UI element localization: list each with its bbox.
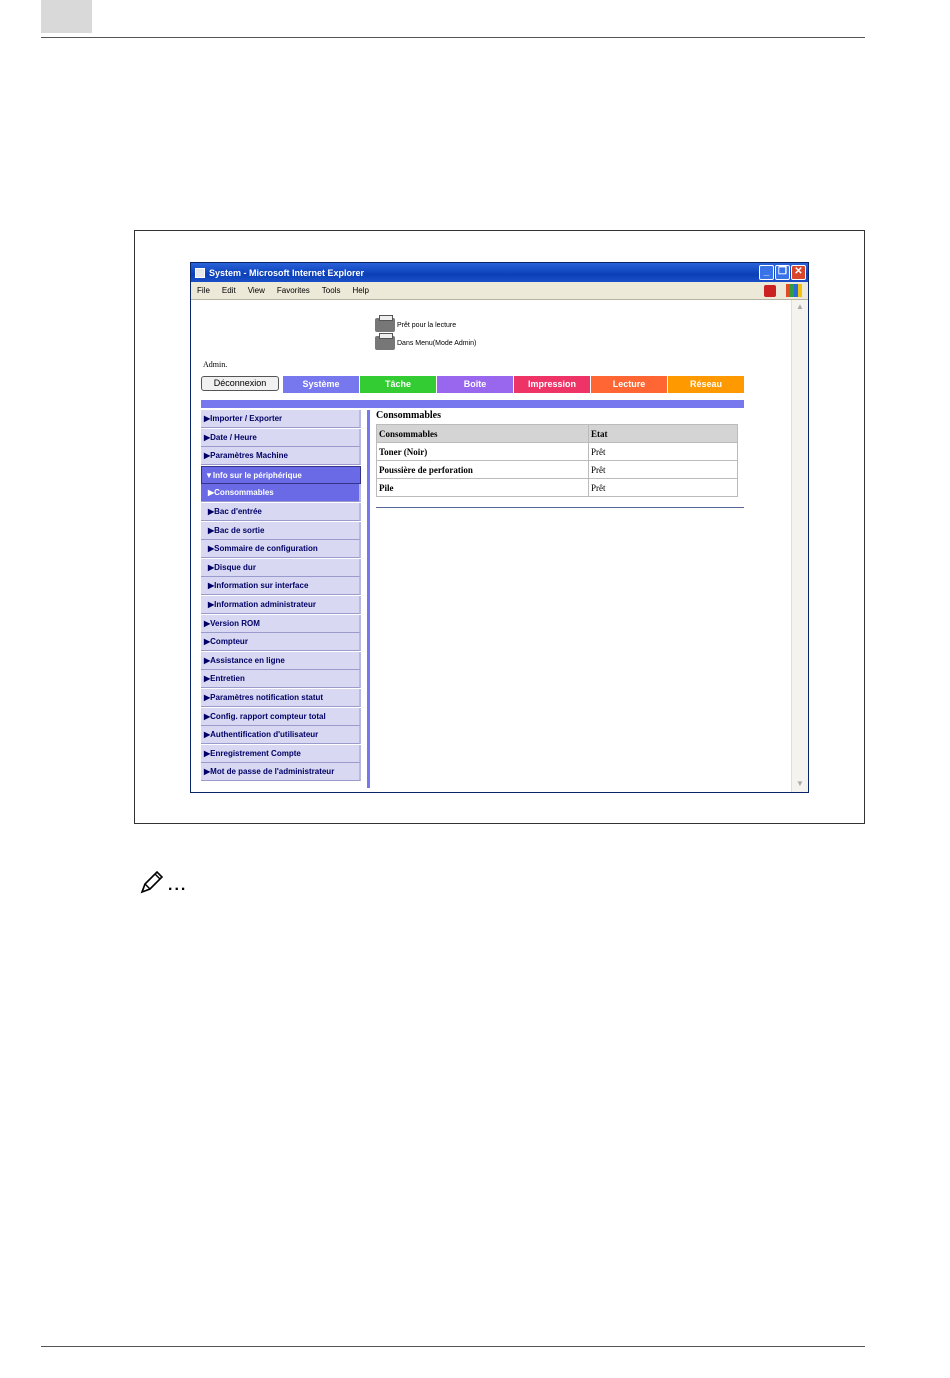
consumable-state: Prêt	[589, 479, 738, 497]
table-row	[377, 443, 738, 461]
minimize-button[interactable]: _	[759, 265, 774, 280]
status-ready: Prêt pour la lecture	[397, 321, 457, 329]
note-ellipsis: ...	[168, 877, 188, 894]
printer-icon	[375, 318, 395, 332]
sidebar-item-device-info[interactable]: ▼Info sur le périphérique	[201, 466, 361, 484]
sidebar-item-admin-info[interactable]: ▶Information administrateur	[201, 596, 361, 614]
tab-systeme[interactable]: Système	[283, 376, 359, 393]
tab-impression[interactable]: Impression	[514, 376, 590, 393]
consumable-state: Prêt	[589, 461, 738, 479]
tab-tache[interactable]: Tâche	[360, 376, 436, 393]
browser-window	[190, 262, 809, 793]
sidebar-item-machine-settings[interactable]: ▶Paramètres Machine	[201, 447, 361, 465]
ie-document-icon	[195, 268, 205, 278]
sidebar-item-total-counter-report[interactable]: ▶Config. rapport compteur total	[201, 708, 361, 726]
sidebar-item-maintenance[interactable]: ▶Entretien	[201, 670, 361, 688]
menu-edit[interactable]: Edit	[221, 286, 236, 295]
sidebar-item-status-notification[interactable]: ▶Paramètres notification statut	[201, 689, 361, 707]
page-header-tab	[41, 0, 92, 33]
sidebar-item-counter[interactable]: ▶Compteur	[201, 633, 361, 651]
consumable-state: Prêt	[589, 443, 738, 461]
menu-help[interactable]: Help	[352, 286, 369, 295]
panel-title: Consommables	[376, 410, 442, 421]
column-header-consumables: Consommables	[377, 425, 589, 443]
consumable-name: Poussière de perforation	[377, 461, 589, 479]
menu-bar	[191, 282, 808, 300]
tab-boite[interactable]: Boîte	[437, 376, 513, 393]
printer-icon	[375, 336, 395, 350]
sidebar-item-date-time[interactable]: ▶Date / Heure	[201, 429, 361, 447]
menu-view[interactable]: View	[247, 286, 265, 295]
footer-rule	[41, 1346, 865, 1347]
sidebar-item-rom-version[interactable]: ▶Version ROM	[201, 615, 361, 633]
sidebar-divider	[367, 410, 370, 788]
sidebar-item-online-assistance[interactable]: ▶Assistance en ligne	[201, 652, 361, 670]
scroll-down-arrow-icon[interactable]: ▼	[796, 779, 804, 788]
sidebar-item-interface-info[interactable]: ▶Information sur interface	[201, 577, 361, 595]
tab-reseau[interactable]: Réseau	[668, 376, 744, 393]
device-status	[375, 316, 476, 352]
menu-file[interactable]: File	[197, 286, 210, 295]
table-header-row	[377, 425, 738, 443]
maximize-button[interactable]: ❐	[775, 265, 790, 280]
sidebar-item-input-tray[interactable]: ▶Bac d'entrée	[201, 503, 361, 521]
sidebar-item-hard-disk[interactable]: ▶Disque dur	[201, 559, 361, 577]
sidebar-item-output-tray[interactable]: ▶Bac de sortie	[201, 522, 361, 540]
sidebar-item-consumables[interactable]: ▶Consommables	[201, 484, 361, 502]
windows-logo-icon	[786, 284, 802, 297]
consumable-name: Pile	[377, 479, 589, 497]
menu-favorites[interactable]: Favorites	[276, 286, 310, 295]
admin-label: Admin.	[203, 360, 228, 369]
table-row	[377, 461, 738, 479]
consumables-table	[376, 424, 738, 497]
sidebar-item-config-summary[interactable]: ▶Sommaire de configuration	[201, 540, 361, 558]
page-content	[191, 300, 791, 793]
sidebar-item-user-auth[interactable]: ▶Authentification d'utilisateur	[201, 726, 361, 744]
column-header-state: Etat	[589, 425, 738, 443]
menu-tools[interactable]: Tools	[321, 286, 341, 295]
sidebar-item-import-export[interactable]: ▶Importer / Exporter	[201, 410, 361, 428]
sidebar	[201, 410, 361, 782]
table-row	[377, 479, 738, 497]
sidebar-item-account-track[interactable]: ▶Enregistrement Compte	[201, 745, 361, 763]
nav-tabs	[201, 376, 744, 393]
consumable-name: Toner (Noir)	[377, 443, 589, 461]
sidebar-item-admin-password[interactable]: ▶Mot de passe de l'administrateur	[201, 763, 361, 781]
close-button[interactable]: ✕	[791, 265, 806, 280]
window-title: System - Microsoft Internet Explorer	[209, 267, 365, 278]
tab-lecture[interactable]: Lecture	[591, 376, 667, 393]
header-band	[201, 400, 744, 408]
vertical-scrollbar[interactable]	[791, 300, 808, 793]
main-panel	[376, 410, 744, 508]
status-admin-mode: Dans Menu(Mode Admin)	[397, 339, 477, 347]
header-rule	[41, 37, 865, 38]
pdf-icon[interactable]	[764, 285, 776, 297]
logout-button[interactable]: Déconnexion	[201, 376, 279, 391]
panel-rule	[376, 507, 744, 508]
scroll-up-arrow-icon[interactable]: ▲	[796, 302, 804, 311]
title-bar[interactable]	[191, 263, 808, 282]
pencil-note-icon	[138, 868, 166, 896]
